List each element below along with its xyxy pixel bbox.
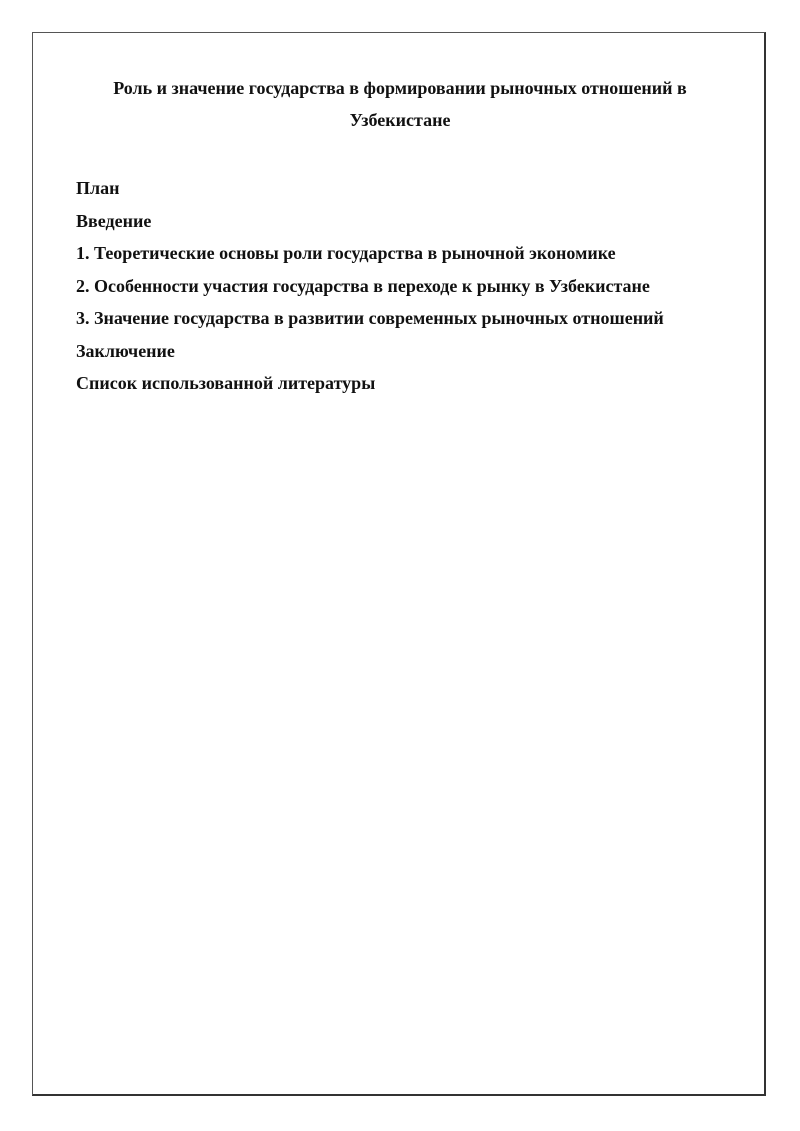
- plan-item-chapter-1: 1. Теоретические основы роли государства в рыночной экономике: [76, 243, 616, 263]
- document-title-line-2: Узбекистане: [349, 110, 451, 130]
- plan-list: [76, 172, 756, 400]
- plan-item-conclusion: Заключение: [76, 340, 175, 361]
- plan-item-chapter-3: 3. Значение государства в развитии современных рыночных отношений: [76, 308, 664, 328]
- document-title: [0, 72, 800, 136]
- plan-item-chapter-2: 2. Особенности участия государства в переходе к рынку в Узбекистане: [76, 275, 650, 296]
- plan-heading: План: [76, 178, 120, 198]
- document-title-line-1: Роль и значение государства в формировании рыночных отношений в: [113, 78, 687, 98]
- plan-item-introduction: Введение: [76, 210, 152, 231]
- plan-item-references: Список использованной литературы: [76, 373, 376, 393]
